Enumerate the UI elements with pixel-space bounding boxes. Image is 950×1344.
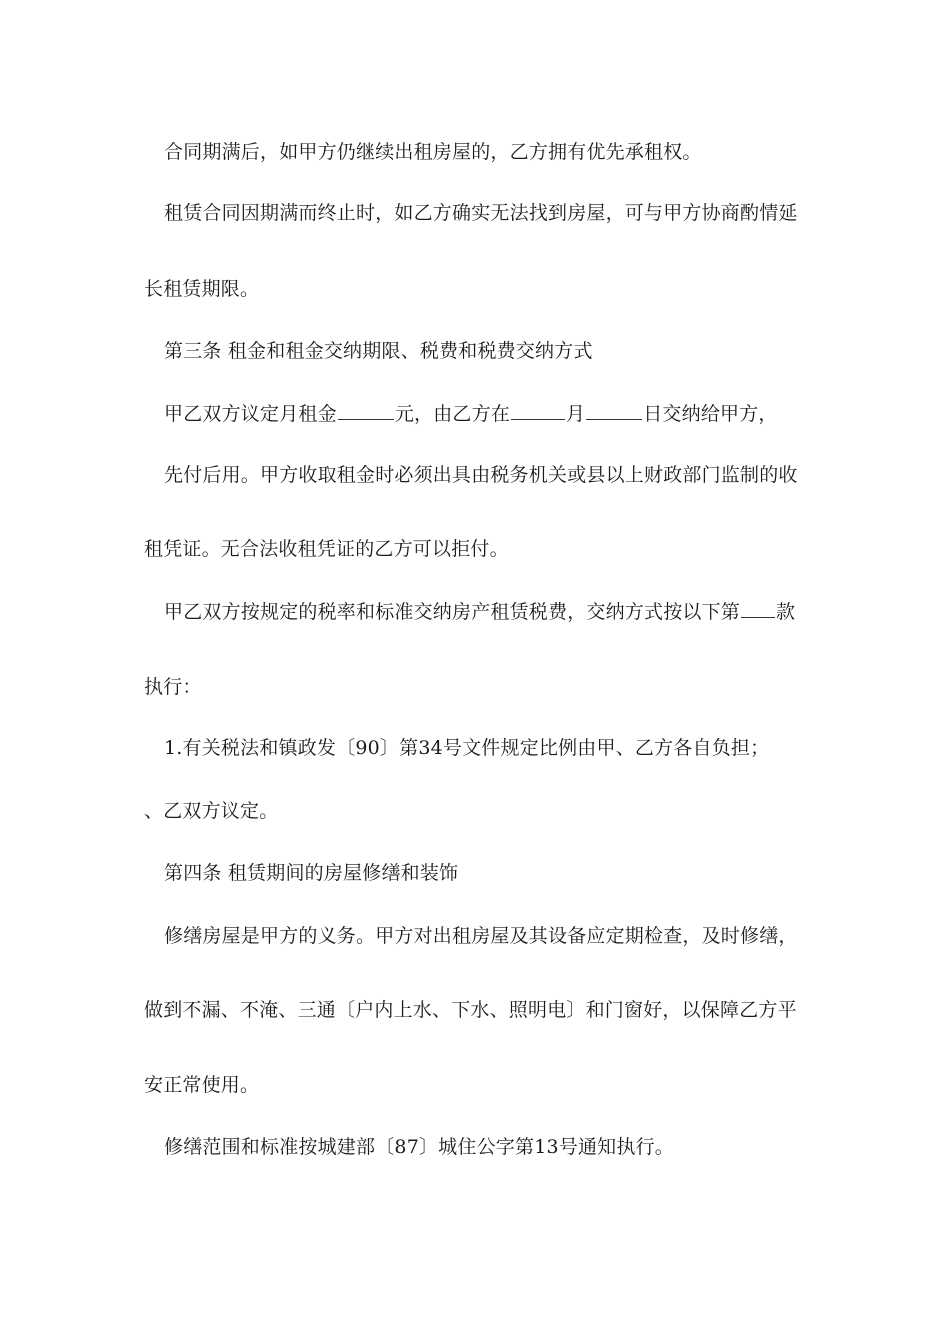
paragraph-line [144,537,509,561]
text: 合同期满后，如甲方仍继续出租房屋的，乙方拥有优先承租权。 [164,141,702,163]
text-number: 90 [355,737,380,759]
text-number: 13 [534,1136,559,1158]
paragraph-line [144,277,259,301]
text: 修缮范围和标准按城建部〔 [164,1136,395,1158]
text: 安正常使用。 [144,1074,260,1096]
heading-text: 第三条 租金和租金交纳期限、税费和税费交纳方式 [164,340,593,362]
paragraph-line [144,799,278,823]
paragraph-line [144,998,797,1022]
list-item-1 [164,736,769,760]
text: 号通知执行。 [558,1136,674,1158]
day-blank[interactable] [586,401,642,420]
text: 日交纳给甲方， [643,403,778,425]
month-blank[interactable] [511,401,565,420]
text: 租赁合同因期满而终止时，如乙方确实无法找到房屋，可与甲方协商酌情延 [164,202,798,224]
section-heading-4 [164,861,458,885]
clause-number-blank[interactable] [741,599,775,618]
text: 〕城住公字第 [418,1136,535,1158]
text: 款 [776,601,796,623]
text: 号文件规定比例由甲、乙方各自负担； [442,737,770,759]
section-heading-3 [164,339,593,363]
text: 甲乙双方议定月租金 [164,403,337,425]
text: 、乙双方议定。 [144,800,279,822]
text-number: 87 [394,1136,419,1158]
paragraph-line-rent [164,401,778,426]
heading-text: 第四条 租赁期间的房屋修缮和装饰 [164,862,459,884]
paragraph-line [164,201,798,225]
paragraph-line [164,463,798,487]
text: 有关税法和镇政发〔 [182,737,356,759]
list-number: 1. [164,737,183,759]
text: 租凭证。无合法收租凭证的乙方可以拒付。 [144,538,509,560]
text: 长租赁期限。 [144,278,260,300]
text: 做到不漏、不淹、三通〔户内上水、下水、照明电〕和门窗好，以保障乙方平 [144,999,797,1021]
text: 〕第 [379,737,419,759]
rent-amount-blank[interactable] [338,401,394,420]
paragraph-line [164,1135,674,1159]
text: 执行： [144,676,202,698]
text: 月 [566,403,586,425]
text: 甲乙双方按规定的税率和标准交纳房产租赁税费，交纳方式按以下第 [164,601,741,623]
paragraph-line [144,675,202,699]
text: 元，由乙方在 [394,403,511,425]
text-number: 34 [418,737,443,759]
paragraph-line-tax [164,599,795,624]
paragraph-line [164,924,798,948]
paragraph-line [164,140,702,164]
paragraph-line [144,1073,259,1097]
text: 先付后用。甲方收取租金时必须出具由税务机关或县以上财政部门监制的收 [164,464,798,486]
text: 修缮房屋是甲方的义务。甲方对出租房屋及其设备应定期检查，及时修缮， [164,925,798,947]
